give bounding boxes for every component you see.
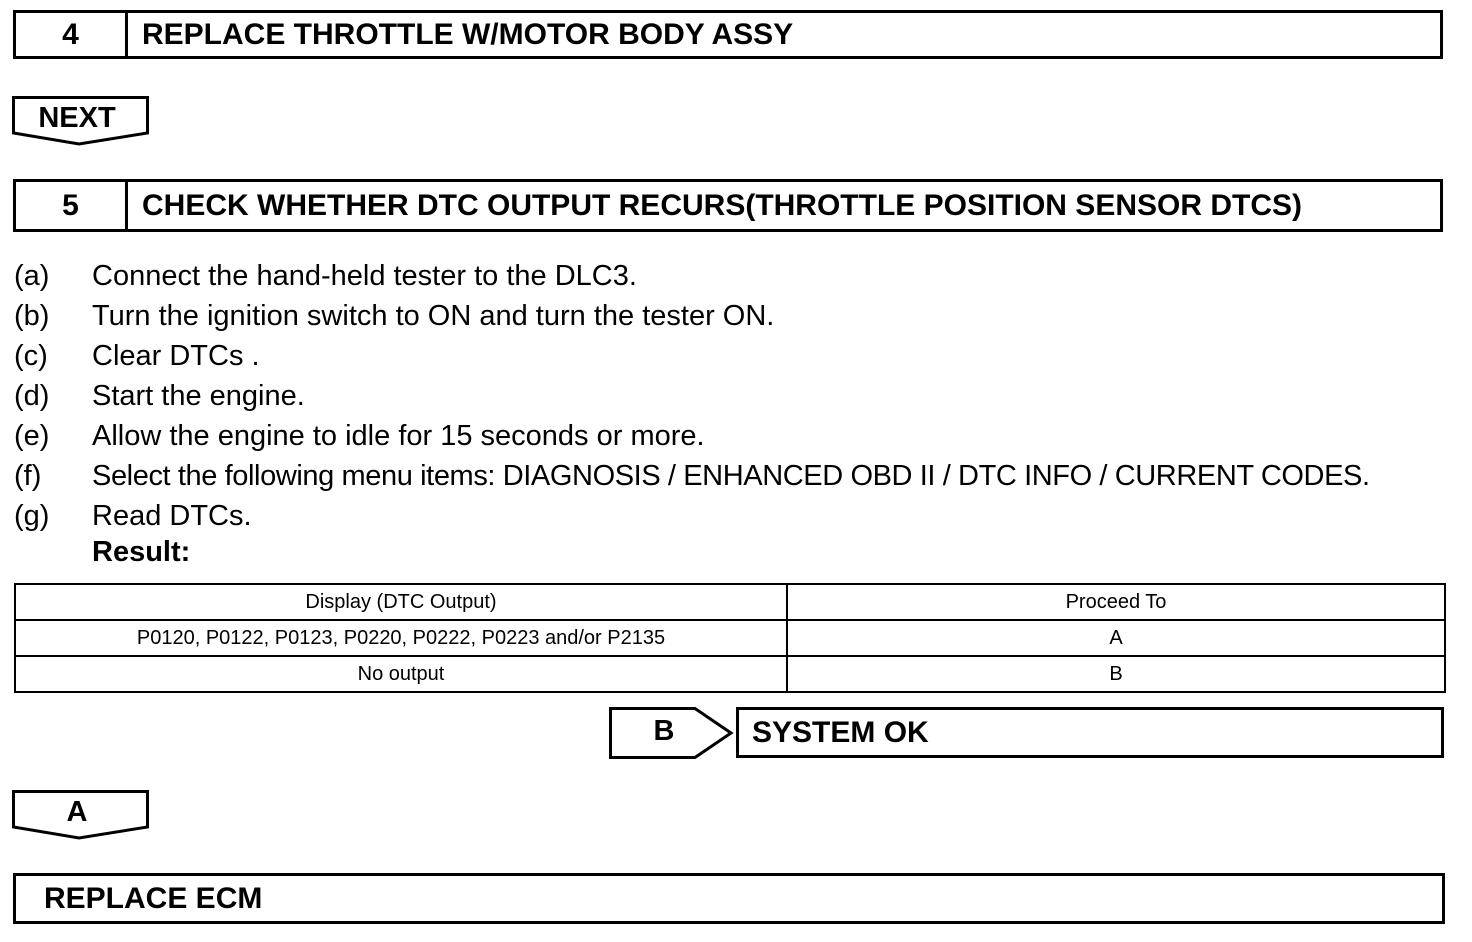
replace-ecm-box [13, 873, 1445, 924]
branch-a-arrow-tag [12, 790, 150, 842]
step-letter: (b) [14, 299, 50, 332]
procedure-list [14, 256, 1454, 536]
step-number: 4 [16, 13, 128, 56]
step-text: Select the following menu items: DIAGNOSIS / ENHANCED OBD II / DTC INFO / CURRENT CODES. [92, 459, 1370, 492]
step-text: Allow the engine to idle for 15 seconds or more. [92, 419, 705, 452]
procedure-step [14, 496, 1454, 536]
table-cell: B [787, 656, 1445, 692]
table-row [15, 656, 1445, 692]
table-header-cell: Display (DTC Output) [15, 584, 787, 620]
branch-b-label: B [653, 715, 675, 747]
step-text: Connect the hand-held tester to the DLC3. [92, 259, 637, 292]
result-table [14, 583, 1446, 693]
result-label: Result: [92, 536, 191, 568]
table-cell: A [787, 620, 1445, 656]
table-cell: No output [15, 656, 787, 692]
step-text: Turn the ignition switch to ON and turn the tester ON. [92, 299, 775, 332]
procedure-step [14, 456, 1454, 496]
step-text: Read DTCs. [92, 499, 252, 532]
system-ok-text: SYSTEM OK [752, 715, 929, 749]
step-text: Clear DTCs . [92, 339, 260, 372]
table-row [15, 620, 1445, 656]
step-5-header [13, 179, 1443, 232]
table-header-row [15, 584, 1445, 620]
procedure-step [14, 416, 1454, 456]
replace-ecm-text: REPLACE ECM [44, 881, 263, 915]
step-letter: (g) [14, 499, 50, 532]
procedure-step [14, 376, 1454, 416]
step-letter: (d) [14, 379, 50, 412]
procedure-step [14, 296, 1454, 336]
step-letter: (c) [14, 339, 48, 372]
branch-b-arrow-tag [609, 707, 734, 759]
next-arrow-tag [12, 96, 150, 148]
table-cell: P0120, P0122, P0123, P0220, P0222, P0223 and/or P2135 [15, 620, 787, 656]
step-title: CHECK WHETHER DTC OUTPUT RECURS(THROTTLE POSITION SENSOR DTCS) [142, 188, 1302, 222]
branch-a-label: A [66, 796, 88, 828]
next-label: NEXT [38, 102, 116, 134]
step-letter: (f) [14, 459, 42, 492]
procedure-step [14, 256, 1454, 296]
step-letter: (e) [14, 419, 50, 452]
step-text: Start the engine. [92, 379, 305, 412]
step-letter: (a) [14, 259, 50, 292]
system-ok-box [736, 707, 1444, 758]
table-header-cell: Proceed To [787, 584, 1445, 620]
step-title: REPLACE THROTTLE W/MOTOR BODY ASSY [142, 17, 794, 51]
step-number: 5 [16, 182, 128, 229]
procedure-step [14, 336, 1454, 376]
step-4-header [13, 10, 1443, 59]
